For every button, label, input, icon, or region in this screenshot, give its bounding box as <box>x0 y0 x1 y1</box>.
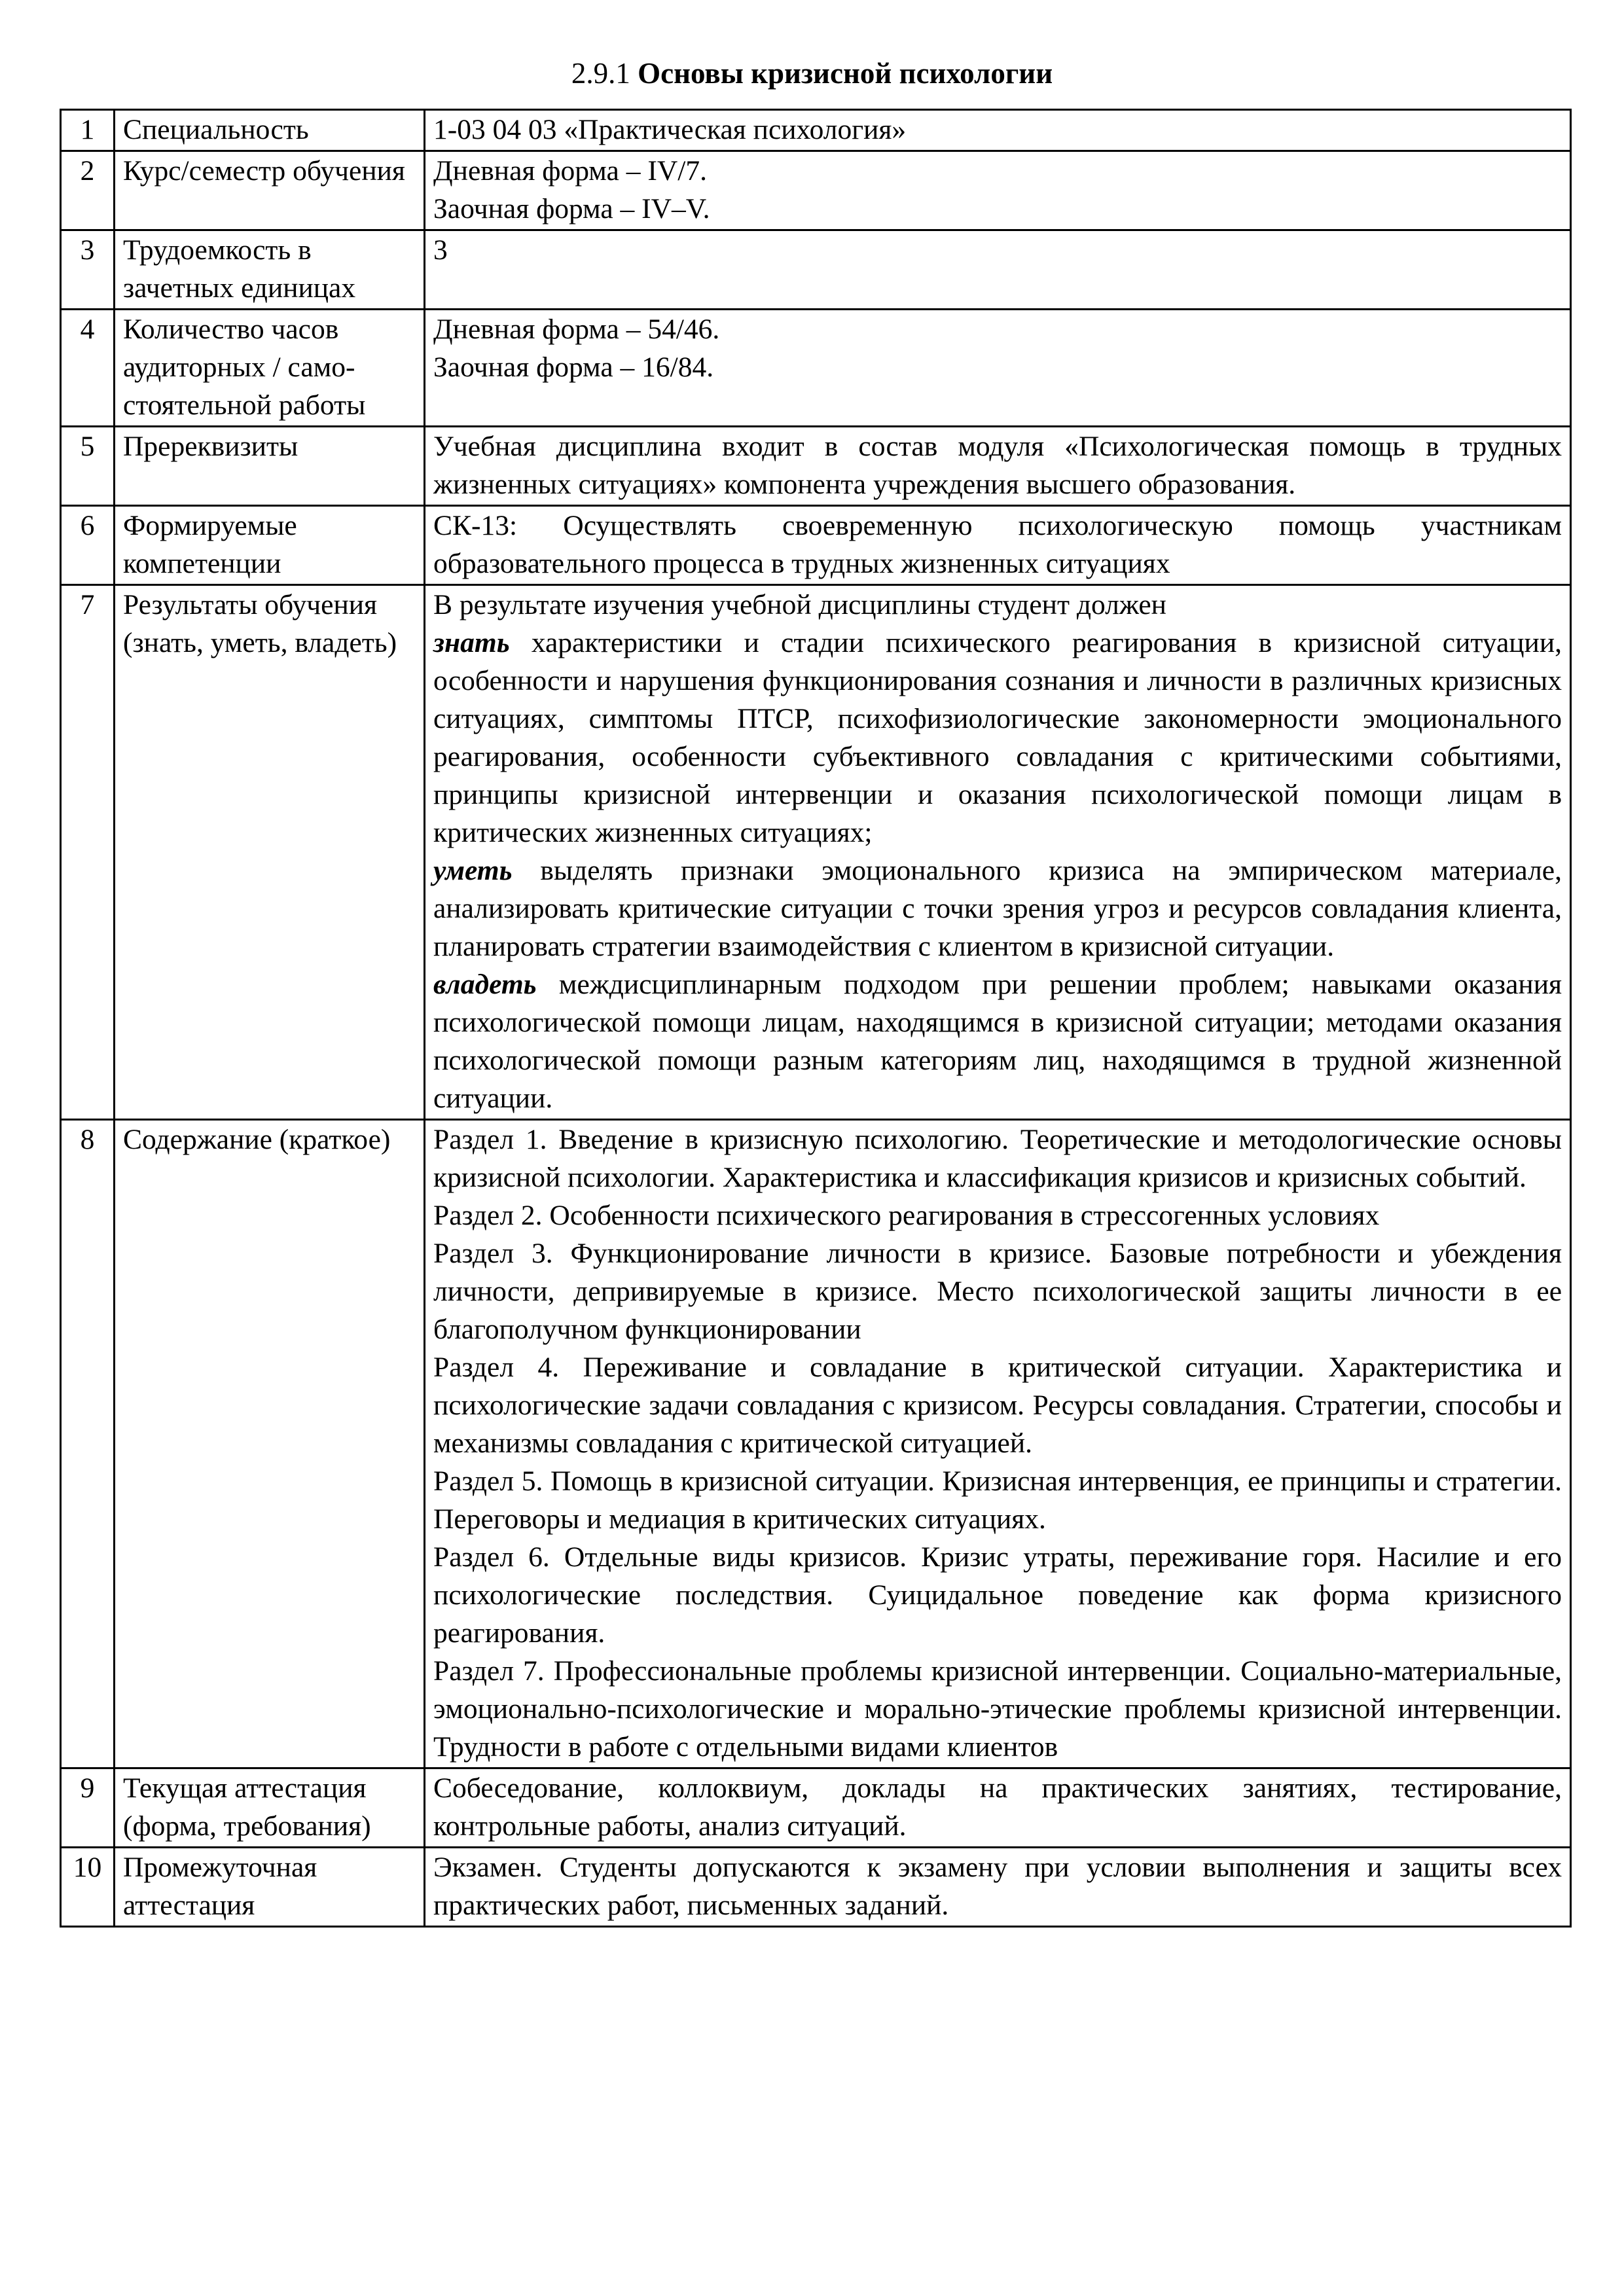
table-row <box>61 310 1571 427</box>
row-number: 8 <box>61 1120 115 1768</box>
outcome-keyword: знать <box>433 627 510 658</box>
content-section: Раздел 7. Профессиональные проблемы кризисной интервенции. Социально-материальные, эмоционально-психологические и морально-этические проблемы кризисной интервенции. Трудности в работе с отдельными видами клиентов <box>433 1655 1562 1763</box>
outcome-can <box>433 852 1562 965</box>
outcome-know <box>433 624 1562 852</box>
row-number: 1 <box>61 110 115 151</box>
row-value <box>425 1120 1571 1768</box>
row-number: 4 <box>61 310 115 427</box>
outcome-master <box>433 965 1562 1117</box>
row-label: Формируемые компетенции <box>115 506 425 585</box>
table-row <box>61 1848 1571 1927</box>
row-number: 2 <box>61 151 115 230</box>
row-label: Специальность <box>115 110 425 151</box>
row-number: 3 <box>61 230 115 310</box>
row-label: Содержание (краткое) <box>115 1120 425 1768</box>
section-number: 2.9.1 <box>571 57 630 90</box>
row-label: Количество часов аудиторных / само-стоятельной работы <box>115 310 425 427</box>
row-label: Курс/семестр обучения <box>115 151 425 230</box>
row-number: 7 <box>61 585 115 1120</box>
table-row <box>61 427 1571 506</box>
row-value <box>425 585 1571 1120</box>
table-row <box>61 151 1571 230</box>
content-section: Раздел 6. Отдельные виды кризисов. Кризис утраты, переживание горя. Насилие и его психологические последствия. Суицидальное поведение как форма кризисного реагирования. <box>433 1541 1562 1649</box>
value-line: 1-03 04 03 «Практическая психология» <box>433 114 907 145</box>
table-row <box>61 230 1571 310</box>
table-row <box>61 110 1571 151</box>
row-value <box>425 230 1571 310</box>
row-label: Результаты обучения (знать, уметь, владеть) <box>115 585 425 1120</box>
section-name: Основы кризисной психологии <box>638 57 1053 90</box>
outcome-text: междисциплинарным подходом при решении проблем; навыками оказания психологической помощи лицам, находящимся в кризисной ситуации; методами оказания психологической помощи разным категориям лиц, находящимся в трудной жизненной ситуации. <box>433 969 1562 1114</box>
row-label: Пререквизиты <box>115 427 425 506</box>
content-section: Раздел 3. Функционирование личности в кризисе. Базовые потребности и убеждения личности, депривируемые в кризисе. Место психологической защиты личности в ее благополучном функционировании <box>433 1238 1562 1345</box>
value-line: Заочная форма – 16/84. <box>433 351 714 383</box>
value-line: Дневная форма – IV/7. <box>433 155 707 187</box>
outcome-keyword: владеть <box>433 969 537 1000</box>
content-section: Раздел 2. Особенности психического реагирования в стрессогенных условиях <box>433 1200 1380 1231</box>
outcomes-intro: В результате изучения учебной дисциплины студент должен <box>433 589 1166 620</box>
value-line: СК-13: Осуществлять своевременную психологическую помощь участникам образовательного процесса в трудных жизненных ситуациях <box>433 510 1562 579</box>
row-value <box>425 310 1571 427</box>
table-row <box>61 1120 1571 1768</box>
row-value <box>425 427 1571 506</box>
table-row <box>61 506 1571 585</box>
value-line: Экзамен. Студенты допускаются к экзамену при условии выполнения и защиты всех практических работ, письменных заданий. <box>433 1852 1562 1921</box>
value-line: Собеседование, коллоквиум, доклады на практических занятиях, тестирование, контрольные работы, анализ ситуаций. <box>433 1772 1562 1842</box>
outcome-text: выделять признаки эмоционального кризиса на эмпирическом материале, анализировать критические ситуации с точки зрения угроз и ресурсов совладания клиента, планировать стратегии взаимодействия с клиентом в кризисной ситуации. <box>433 855 1562 962</box>
row-value <box>425 151 1571 230</box>
row-label: Промежуточная аттестация <box>115 1848 425 1927</box>
page-title <box>0 54 1624 93</box>
table-row <box>61 585 1571 1120</box>
row-number: 5 <box>61 427 115 506</box>
row-label: Текущая аттестация (форма, требования) <box>115 1768 425 1848</box>
table-row <box>61 1768 1571 1848</box>
row-label: Трудоемкость в зачетных единицах <box>115 230 425 310</box>
value-line: Дневная форма – 54/46. <box>433 314 720 345</box>
value-line: Заочная форма – IV–V. <box>433 193 710 224</box>
content-section: Раздел 4. Переживание и совладание в критической ситуации. Характеристика и психологические задачи совладания с кризисом. Ресурсы совладания. Стратегии, способы и механизмы совладания с критической ситуацией. <box>433 1352 1562 1459</box>
value-line: Учебная дисциплина входит в состав модуля «Психологическая помощь в трудных жизненных ситуациях» компонента учреждения высшего образования. <box>433 431 1562 500</box>
row-value <box>425 1768 1571 1848</box>
outcome-text: характеристики и стадии психического реагирования в кризисной ситуации, особенности и нарушения функционирования сознания и личности в различных кризисных ситуациях, симптомы ПТСР, психофизиологические закономерности эмоционального реагирования, особенности субъективного совладания с критическими событиями, принципы кризисной интервенции и оказания психологической помощи лицам в критических жизненных ситуациях; <box>433 627 1562 848</box>
row-number: 10 <box>61 1848 115 1927</box>
value-line: 3 <box>433 234 448 266</box>
row-number: 9 <box>61 1768 115 1848</box>
discipline-spec-table <box>60 109 1572 1928</box>
content-section: Раздел 5. Помощь в кризисной ситуации. Кризисная интервенция, ее принципы и стратегии. Переговоры и медиация в критических ситуациях. <box>433 1465 1562 1535</box>
row-value <box>425 110 1571 151</box>
row-value <box>425 1848 1571 1927</box>
outcome-keyword: уметь <box>433 855 513 886</box>
row-value <box>425 506 1571 585</box>
content-section: Раздел 1. Введение в кризисную психологию. Теоретические и методологические основы кризисной психологии. Характеристика и классификация кризисов и кризисных событий. <box>433 1124 1562 1193</box>
row-number: 6 <box>61 506 115 585</box>
